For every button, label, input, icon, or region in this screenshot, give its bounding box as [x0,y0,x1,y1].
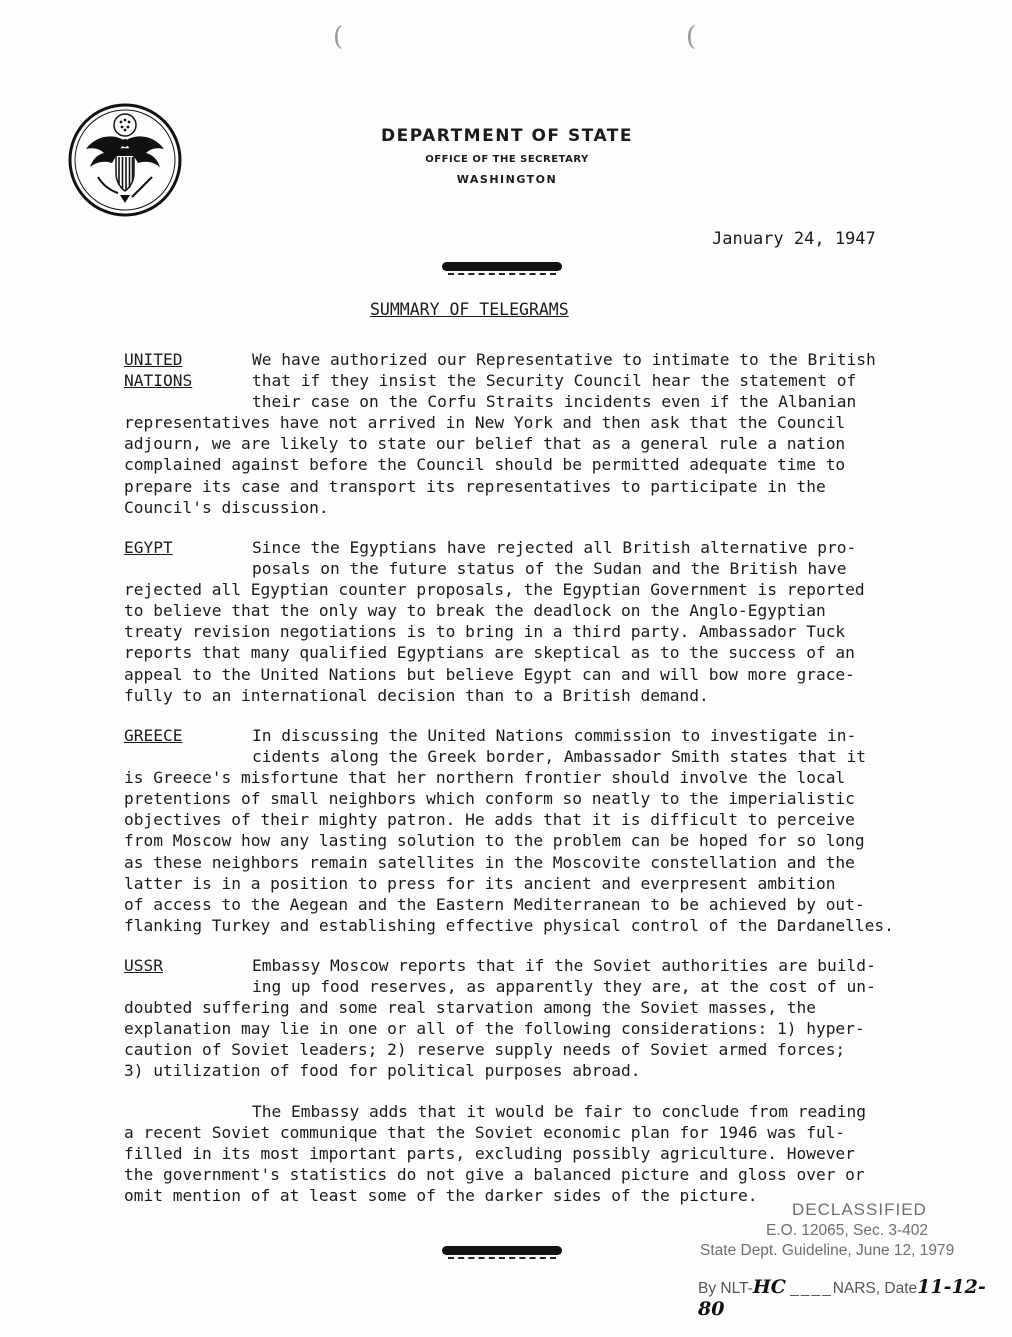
great-seal-icon [68,103,182,217]
stamp-guideline: State Dept. Guideline, June 12, 1979 [700,1242,955,1259]
text-line: as these neighbors remain satellites in the Moscovite constellation and the [124,852,855,872]
section-ussr-continued [124,1101,962,1206]
section-ussr [124,955,962,1082]
text-line: Council's discussion. [124,497,329,517]
text-line: 3) utilization of food for political purposes abroad. [124,1061,641,1081]
text-line: complained against before the Council should be permitted adequate time to [124,455,846,475]
text-line: a recent Soviet communique that the Soviet economic plan for 1946 was ful- [124,1123,846,1143]
redaction-bar [442,262,562,271]
stamp-authority: E.O. 12065, Sec. 3-402 [766,1222,928,1239]
declassification-stamp [700,1200,1000,1320]
text-line: their case on the Corfu Straits incidents even if the Albanian [252,392,857,412]
classification-underline [448,273,556,275]
text-line: pretentions of small neighbors which conform so neatly to the imperialistic [124,789,855,809]
text-line: rejected all Egyptian counter proposals, the Egyptian Government is reported [124,580,865,600]
stamp-signoff: By NLT-HC ____NARS, Date11-12-80 [698,1276,986,1320]
text-line: representatives have not arrived in New York and then ask that the Council [124,413,846,433]
text-line: objectives of their mighty patron. He adds that it is difficult to perceive [124,810,855,830]
text-line: latter is in a position to press for its ancient and everpresent ambition [124,873,836,893]
text-line: The Embassy adds that it would be fair to conclude from reading [252,1102,866,1121]
document-date: January 24, 1947 [712,229,876,249]
stamp-declassified: DECLASSIFIED [792,1200,927,1219]
text-line: posals on the future status of the Sudan and the British have [252,559,847,579]
text-line: appeal to the United Nations but believe Egypt can and will bow more grace- [124,664,855,684]
section-label: EGYPT [124,538,173,557]
text-line: Embassy Moscow reports that if the Soviet authorities are build- [252,956,876,975]
classification-marking-top [440,262,564,278]
text-line: We have authorized our Representative to intimate to the British [252,350,876,369]
stamp-by-label: By NLT- [698,1280,753,1297]
text-line: that if they insist the Security Council hear the statement of [252,371,857,391]
city-name: WASHINGTON [456,173,558,186]
text-line: adjourn, we are likely to state our belief that as a general rule a nation [124,434,846,454]
margin-mark-right: ( [686,22,697,52]
section-label: USSR [124,956,163,975]
stamp-handwritten-date: 11-12-80 [698,1276,986,1320]
text-line: of access to the Aegean and the Eastern Mediterranean to be achieved by out- [124,894,865,914]
text-line: caution of Soviet leaders; 2) reserve supply needs of Soviet armed forces; [124,1040,846,1060]
text-line: reports that many qualified Egyptians are skeptical as to the success of an [124,643,855,663]
office-name: OFFICE OF THE SECRETARY [425,154,589,165]
text-line: In discussing the United Nations commission to investigate in- [252,726,857,745]
text-line: treaty revision negotiations is to bring in a third party. Ambassador Tuck [124,622,846,642]
text-line: doubted suffering and some real starvation among the Soviet masses, the [124,998,816,1018]
text-line: ing up food reserves, as apparently they are, at the cost of un- [252,977,876,997]
department-name: DEPARTMENT OF STATE [380,126,634,146]
letterhead [330,126,684,186]
document-title: SUMMARY OF TELEGRAMS [370,300,569,319]
section-label: GREECE [124,726,183,745]
text-line: filled in its most important parts, excluding possibly agriculture. However [124,1144,855,1164]
redaction-bar [442,1246,562,1255]
text-line: fully to an international decision than to a British demand. [124,685,709,705]
text-line: to believe that the only way to break the deadlock on the Anglo-Egyptian [124,601,826,621]
text-line: the government's statistics do not give a balanced picture and gloss over or [124,1165,865,1185]
text-line: explanation may lie in one or all of the following considerations: 1) hyper- [124,1019,865,1039]
text-line: from Moscow how any lasting solution to the problem can be hoped for so long [124,831,865,851]
section-greece [124,725,962,936]
text-line: cidents along the Greek border, Ambassador Smith states that it [252,747,866,767]
stamp-initials: HC [752,1276,786,1298]
text-line: is Greece's misfortune that her northern frontier should involve the local [124,768,846,788]
classification-marking-bottom [440,1246,564,1262]
text-line: prepare its case and transport its representatives to participate in the [124,476,826,496]
section-egypt [124,537,962,706]
text-line: omit mention of at least some of the darker sides of the picture. [124,1186,758,1206]
section-united-nations [124,349,962,518]
classification-underline [448,1257,556,1259]
text-line: flanking Turkey and establishing effective physical control of the Dardanelles. [124,915,894,935]
section-label: UNITED NATIONS [124,350,193,391]
text-line: Since the Egyptians have rejected all British alternative pro- [252,538,857,557]
margin-mark-left: ( [333,22,344,52]
stamp-nars-label: NARS, Date [832,1280,918,1297]
